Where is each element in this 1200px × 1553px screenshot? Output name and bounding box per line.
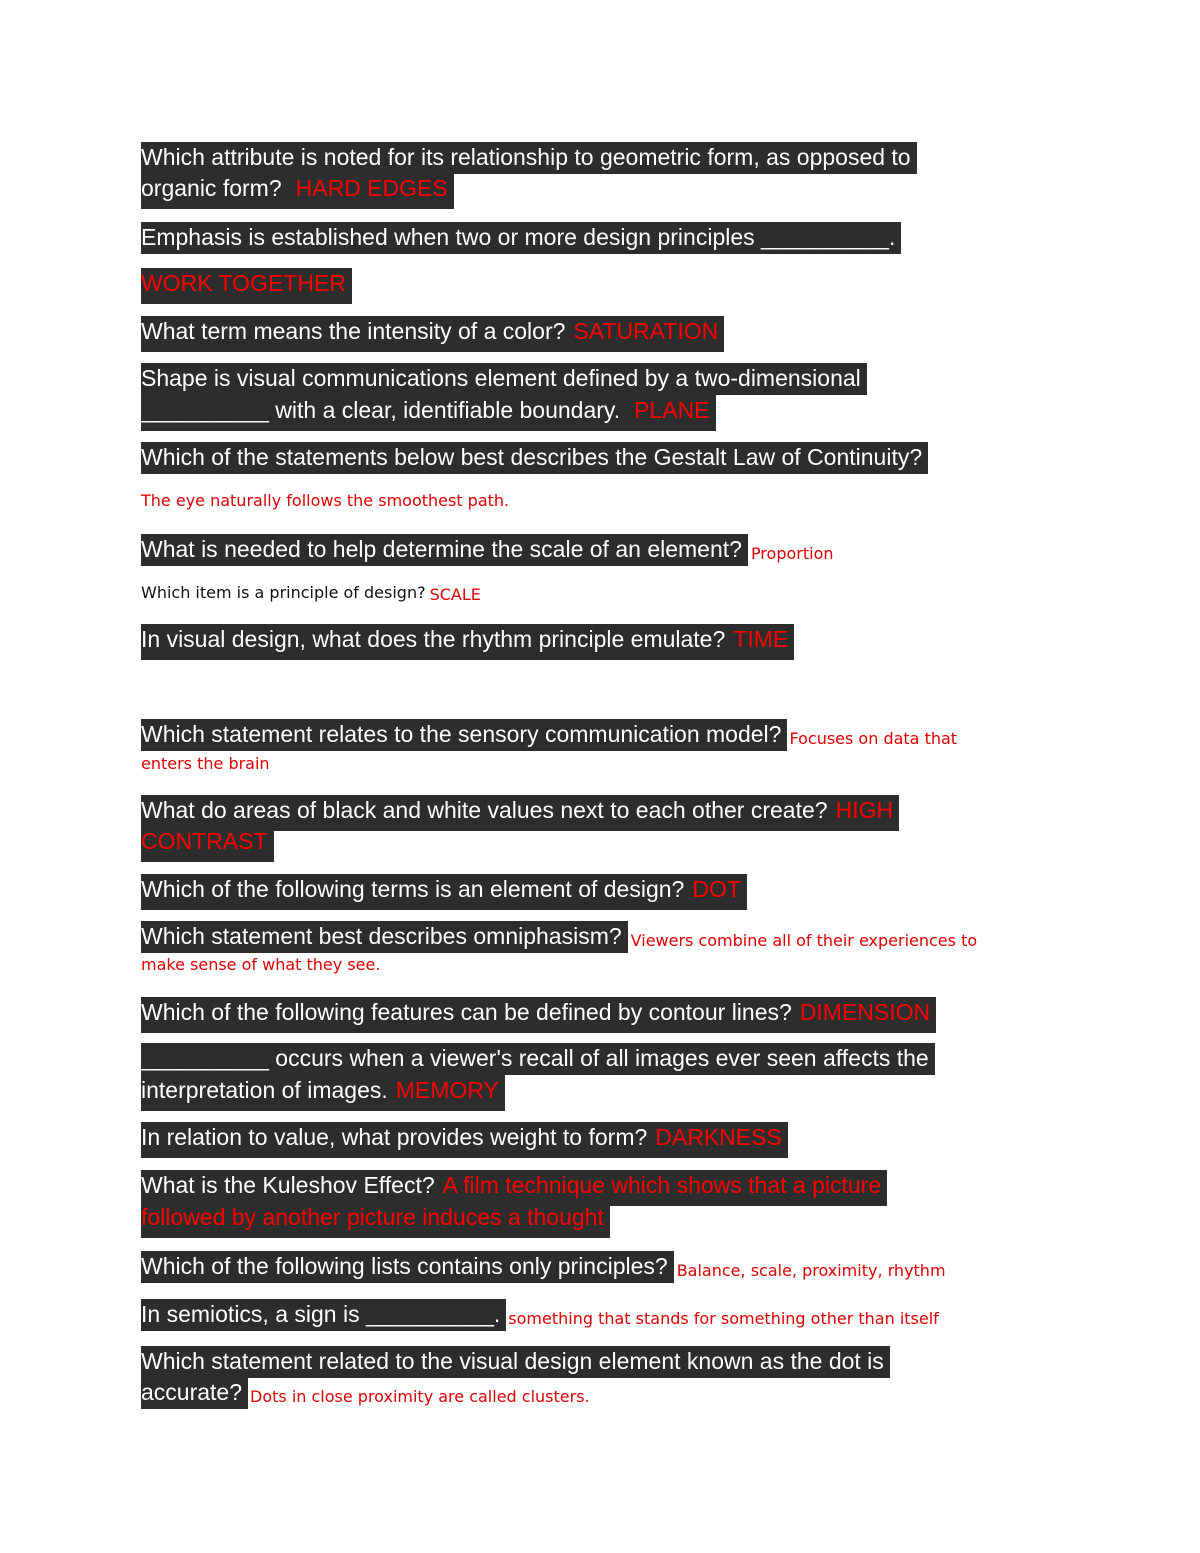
answer-9-line-2 bbox=[141, 754, 270, 773]
answer-16-part-2: followed by another picture induces a thought bbox=[141, 1204, 604, 1230]
answer-2: WORK TOGETHER bbox=[141, 270, 346, 296]
question-8-text: In visual design, what does the rhythm principle emulate? bbox=[141, 625, 733, 653]
answer-16-part-1: A film technique which shows that a picture bbox=[442, 1172, 882, 1198]
question-5-text: Which of the statements below best describes the Gestalt Law of Continuity? bbox=[141, 442, 928, 474]
answer-11: DOT bbox=[692, 876, 741, 902]
question-18-text: In semiotics, a sign is __________. bbox=[141, 1299, 506, 1331]
question-17-line bbox=[141, 1251, 946, 1283]
answer-16-line-2 bbox=[141, 1202, 610, 1238]
answer-9-part-2: enters the brain bbox=[141, 754, 270, 773]
question-16-line-1 bbox=[141, 1170, 887, 1206]
question-7-line bbox=[141, 583, 481, 604]
question-15-highlight bbox=[141, 1122, 788, 1158]
question-1-text-2: organic form? bbox=[141, 174, 296, 202]
answer-9-part-1: Focuses on data that bbox=[789, 728, 958, 748]
answer-17: Balance, scale, proximity, rhythm bbox=[676, 1260, 946, 1280]
question-15-text: In relation to value, what provides weight to form? bbox=[141, 1123, 655, 1151]
question-4-line-2 bbox=[141, 395, 716, 431]
question-8-line bbox=[141, 624, 794, 660]
answer-2-line bbox=[141, 268, 352, 304]
question-2-text: Emphasis is established when two or more design principles __________. bbox=[141, 222, 901, 254]
answer-12-part-1: Viewers combine all of their experiences to bbox=[630, 930, 978, 950]
answer-10-line-2 bbox=[141, 826, 274, 862]
answer-10-part-2: CONTRAST bbox=[141, 828, 268, 854]
question-3-line bbox=[141, 316, 724, 352]
question-4-text-2: __________ with a clear, identifiable boundary. bbox=[141, 396, 634, 424]
answer-8: TIME bbox=[733, 626, 789, 652]
question-6-line bbox=[141, 534, 834, 566]
question-13-highlight bbox=[141, 997, 936, 1033]
question-11-highlight bbox=[141, 874, 747, 910]
answer-13: DIMENSION bbox=[799, 999, 931, 1025]
question-1-line-1 bbox=[141, 142, 917, 174]
question-16-text: What is the Kuleshov Effect? bbox=[141, 1171, 443, 1199]
answer-3: SATURATION bbox=[573, 318, 719, 344]
answer-19: Dots in close proximity are called clusters. bbox=[250, 1386, 590, 1406]
question-13-text: Which of the following features can be defined by contour lines? bbox=[141, 998, 800, 1026]
question-11-line bbox=[141, 874, 747, 910]
question-12-line-1 bbox=[141, 921, 977, 953]
answer-10-highlight bbox=[141, 826, 274, 862]
question-18-line bbox=[141, 1299, 939, 1331]
answer-2-highlight bbox=[141, 268, 352, 304]
answer-16-highlight bbox=[141, 1202, 610, 1238]
question-14-highlight bbox=[141, 1075, 505, 1111]
answer-5-line bbox=[141, 491, 509, 510]
question-1-text: Which attribute is noted for its relationship to geometric form, as opposed to bbox=[141, 142, 917, 174]
question-13-line bbox=[141, 997, 936, 1033]
answer-7: SCALE bbox=[429, 584, 481, 604]
answer-6: Proportion bbox=[750, 543, 834, 563]
answer-10-part-1: HIGH bbox=[835, 797, 894, 823]
question-5-line bbox=[141, 442, 928, 474]
answer-12-line-2 bbox=[141, 955, 380, 974]
question-15-line bbox=[141, 1122, 788, 1158]
question-10-text: What do areas of black and white values next to each other create? bbox=[141, 796, 836, 824]
answer-14: MEMORY bbox=[395, 1077, 499, 1103]
question-19-text-2: accurate? bbox=[141, 1377, 248, 1409]
question-1-line-2 bbox=[141, 173, 454, 209]
question-12-text: Which statement best describes omniphasism? bbox=[141, 921, 628, 953]
question-11-text: Which of the following terms is an element of design? bbox=[141, 875, 692, 903]
question-4-text: Shape is visual communications element defined by a two-dimensional bbox=[141, 363, 867, 395]
question-9-line-1 bbox=[141, 719, 957, 751]
question-6-text: What is needed to help determine the scale of an element? bbox=[141, 534, 748, 566]
question-19-text: Which statement related to the visual design element known as the dot is bbox=[141, 1346, 890, 1378]
answer-12-part-2: make sense of what they see. bbox=[141, 955, 381, 974]
question-14-text-2: interpretation of images. bbox=[141, 1076, 396, 1104]
question-7-text: Which item is a principle of design? bbox=[141, 583, 426, 602]
answer-1: HARD EDGES bbox=[295, 175, 448, 201]
answer-5: The eye naturally follows the smoothest path. bbox=[141, 491, 510, 510]
question-4-highlight bbox=[141, 395, 716, 431]
question-14-line-1 bbox=[141, 1043, 935, 1075]
answer-15: DARKNESS bbox=[655, 1124, 782, 1150]
question-4-line-1 bbox=[141, 363, 867, 395]
question-3-highlight bbox=[141, 316, 724, 352]
question-16-highlight bbox=[141, 1170, 887, 1206]
question-14-line-2 bbox=[141, 1075, 505, 1111]
question-19-line-2 bbox=[141, 1377, 590, 1409]
question-19-line-1 bbox=[141, 1346, 890, 1378]
question-2-line bbox=[141, 222, 901, 254]
question-1-highlight bbox=[141, 173, 454, 209]
question-9-text: Which statement relates to the sensory communication model? bbox=[141, 719, 787, 751]
question-17-text: Which of the following lists contains only principles? bbox=[141, 1251, 674, 1283]
answer-18: something that stands for something other than itself bbox=[508, 1308, 939, 1328]
question-3-text: What term means the intensity of a color? bbox=[141, 317, 573, 345]
question-14-text: __________ occurs when a viewer's recall of all images ever seen affects the bbox=[141, 1043, 935, 1075]
question-8-highlight bbox=[141, 624, 794, 660]
answer-4: PLANE bbox=[634, 397, 710, 423]
